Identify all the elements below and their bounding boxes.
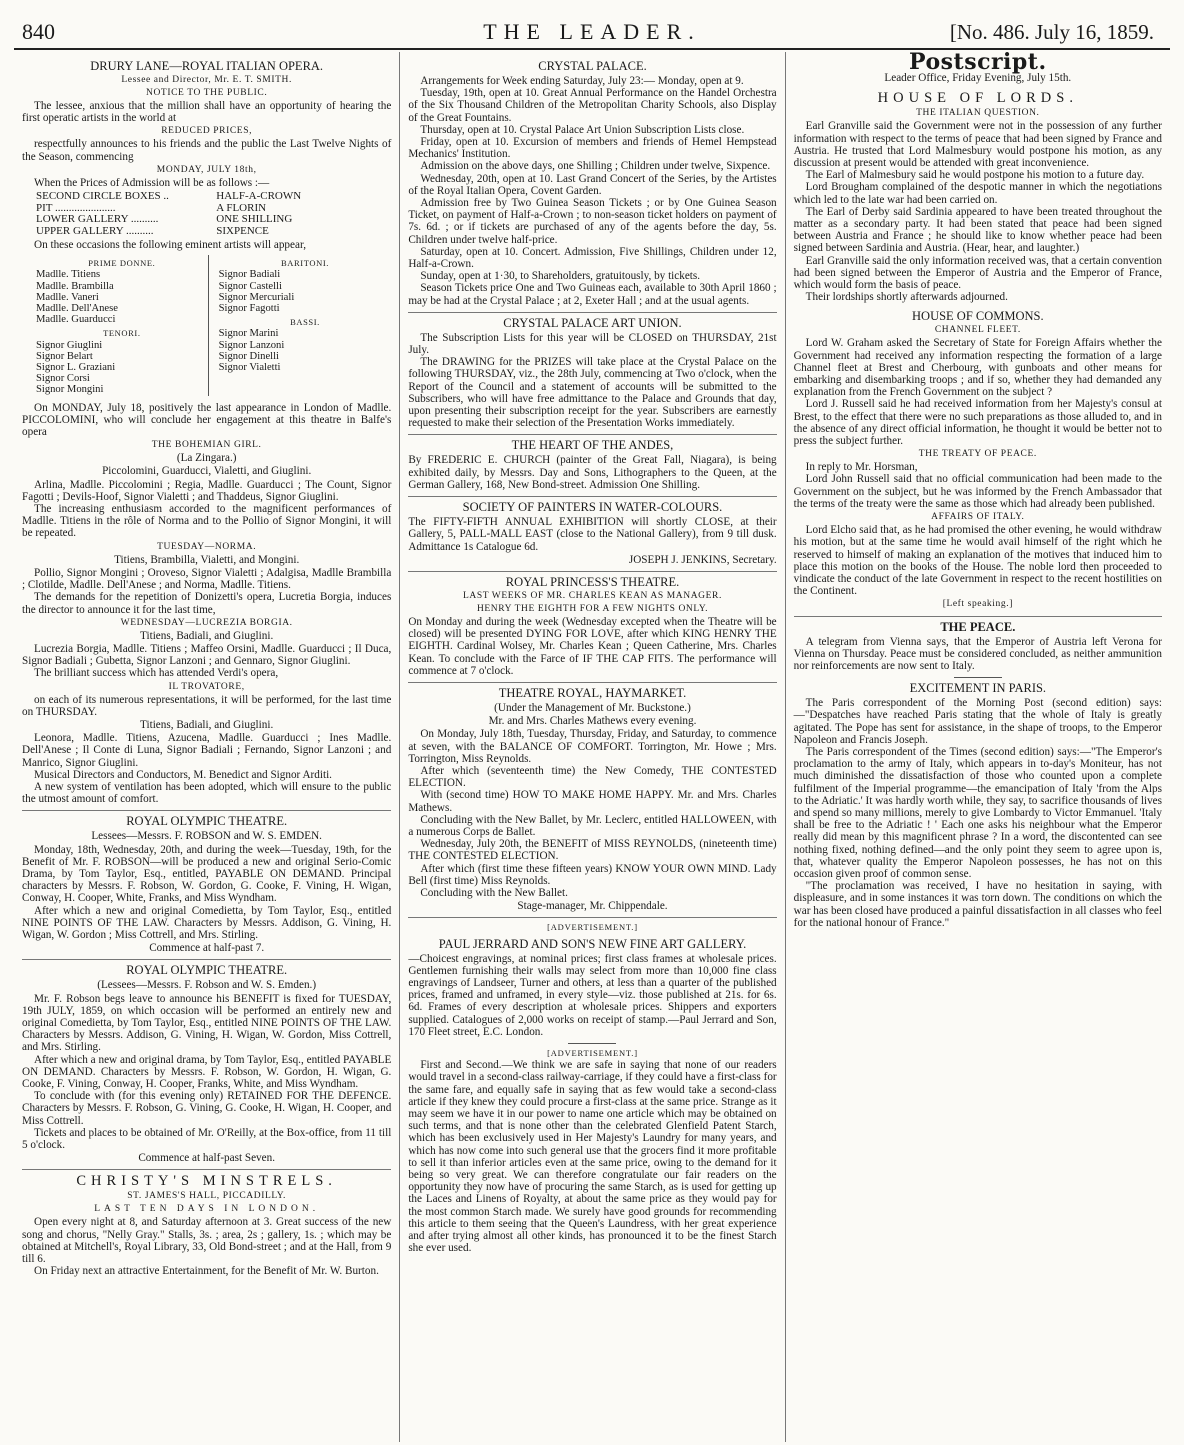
lords-p2: The Earl of Malmesbury said he would postpone his motion to a future day.: [805, 169, 1145, 182]
haymarket-title: THEATRE ROYAL, HAYMARKET.: [498, 685, 687, 700]
painters-title: SOCIETY OF PAINTERS IN WATER-COLOURS.: [462, 500, 723, 515]
olympic1-p2: After which a new and original Comedietta, by Tom Taylor, Esq., entitled NINE POINTS OF THE LAW. Characters by Messrs. Addison, G. Vining, H. Wigan, W. Gordon ; Miss Cottrell, and Mrs. Stirling.: [22, 904, 392, 941]
olympic1-commence: Commence at half-past 7.: [149, 942, 265, 955]
drury-p14: Musical Directors and Conductors, M. Benedict and Signor Arditi.: [34, 768, 332, 781]
zingara: (La Zingara.): [176, 452, 237, 465]
column-2: [399, 52, 784, 1442]
artunion-p2: The DRAWING for the PRIZES will take place at the Crystal Palace on the following THURSDAY, viz., the 28th July, commencing at Two o'clock, when the Report of the Council and a statement of accounts will be submitted to the Subscribers, who will have free admittance to the Palace and Grounds that day, upon presenting their subscription receipt for the year. Subscribers are earnestly requested to make their selection of the Presentation Works immediately.: [408, 356, 777, 430]
paris-title: EXCITEMENT IN PARIS.: [909, 681, 1047, 696]
price-row: [36, 226, 331, 238]
artunion-title: CRYSTAL PALACE ART UNION.: [503, 315, 682, 330]
princess-henry: HENRY THE EIGHTH FOR A FEW NIGHTS ONLY.: [476, 603, 709, 614]
commons-sub2: THE TREATY OF PEACE.: [918, 449, 1037, 460]
columns: [14, 52, 1170, 1442]
tenori-label: TENORI.: [103, 328, 141, 339]
cast-name: Signor Castelli: [218, 280, 282, 292]
divider: [794, 616, 1162, 617]
painters-sig: JOSEPH J. JENKINS, Secretary.: [628, 553, 777, 566]
trovatore: IL TROVATORE,: [168, 681, 245, 692]
haymarket-sub: (Under the Management of Mr. Buckstone.): [494, 701, 691, 714]
divider: [408, 496, 776, 497]
cast-name: Signor Giuglini: [36, 339, 103, 351]
drury-p3: When the Prices of Admission will be as follows :—: [34, 176, 270, 189]
crystal-p6: Wednesday, 20th, open at 10. Last Grand Concert of the Series, by the Artistes of the Royal Italian Opera, Covent Garden.: [408, 172, 777, 197]
haymarket-p5: Wednesday, July 20th, the BENEFIT of MISS REYNOLDS, (nineteenth time) THE CONTESTED ELECTION.: [408, 838, 777, 863]
christy-last: LAST TEN DAYS IN LONDON.: [94, 1204, 320, 1215]
haymarket-p6: After which (first time these fifteen years) KNOW YOUR OWN MIND. Lady Bell (first time) Miss Reynolds.: [408, 862, 777, 887]
divider: [22, 1169, 391, 1170]
drury-p7: The increasing enthusiasm accorded to the magnificent performances of Madlle. Titiens in the rôle of Norma and to the Pollio of Signor Mongini, it will be repeated.: [22, 503, 392, 540]
cast-line: Titiens, Badiali, and Giuglini.: [140, 718, 274, 731]
divider: [408, 312, 776, 313]
crystal-p3: Thursday, open at 10. Crystal Palace Art Union Subscription Lists close.: [420, 123, 745, 136]
price-row: [36, 214, 331, 226]
olympic2-title: ROYAL OLYMPIC THEATRE.: [126, 963, 288, 978]
price-place: PIT ......................: [36, 201, 116, 214]
princess-title: ROYAL PRINCESS'S THEATRE.: [505, 574, 680, 589]
christy-title: CHRISTY'S MINSTRELS.: [76, 1173, 337, 1190]
drury-p11: The brilliant success which has attended Verdi's opera,: [34, 667, 279, 680]
cast-name: Madlle. Guarducci: [36, 314, 116, 326]
price-place: UPPER GALLERY ..........: [36, 224, 154, 237]
cast-line: Titiens, Badiali, and Giuglini.: [140, 629, 274, 642]
lords-p6: Their lordships shortly afterwards adjourned.: [805, 291, 1008, 304]
drury-p1: The lessee, anxious that the million shall have an opportunity of hearing the first operatic artists in the world at: [22, 100, 392, 125]
advertisement-label: [ADVERTISEMENT.]: [547, 1048, 638, 1058]
drury-p8: Pollio, Signor Mongini ; Oroveso, Signor Vialetti ; Adalgisa, Madlle Brambilla ; Clotilde, Madlle. Dell'Anese ; and Norma, Madlle. Titiens.: [22, 566, 392, 592]
cast-name: Signor Belart: [36, 350, 93, 362]
postscript-heading: Postscript.: [909, 52, 1047, 75]
paris-p2: The Paris correspondent of the Times (second edition) says:—"The Emperor's proclamation to the army of Italy, which appears in to-day's Moniteur, has not much diminished the dissatisfaction of those who counted upon a complete fulfilment of the Imperial programme—the emancipation of Italy 'from the Alps to the Adriatic.' It was hardly worth while, they say, to sacrifice thousands of lives and spend so many millions, merely to give Lombardy to Victor Emmanuel. 'Italy shall be free to the Adriatic ! ' Each one asks his neighbour what the Emperor really did mean by this magnificent phrase ? In a word, the discontented can see nothing fixed, nothing defined—and the only point they seem to agree upon is, that, whatever quality the Emperor Napoleon possesses, he has not on this occasion given proof of common sense.: [793, 745, 1162, 880]
cast-name: Madlle. Vaneri: [36, 291, 99, 303]
cast-name: Signor Dinelli: [218, 350, 279, 362]
lords-title: HOUSE OF LORDS.: [877, 90, 1078, 107]
olympic2-p4: Tickets and places to be obtained of Mr. O'Reilly, at the Box-office, from 11 till 5 o'clock.: [22, 1126, 392, 1152]
commons-title: HOUSE OF COMMONS.: [912, 309, 1044, 324]
crystal-p2: Tuesday, 19th, open at 10. Great Annual Performance on the Handel Orchestra of the Six Thousand Children of the Metropolitan Charity Schools, also Display of the Great Fountains.: [408, 87, 777, 124]
commons-sub1: CHANNEL FLEET.: [934, 325, 1021, 336]
crystal-p8: Saturday, open at 10. Concert. Admission, Five Shillings, Children under 12, Half-a-Crown.: [408, 245, 777, 271]
cast-name: Signor Corsi: [36, 373, 90, 385]
commons-sub3: AFFAIRS OF ITALY.: [931, 512, 1025, 523]
divider: [568, 1043, 616, 1044]
starch-p1: First and Second.—We think we are safe in saying that none of our readers would travel in a second-class railway-carriage, if they could have a first-class for the same fare, and equally safe in saying that as few would take a second-class article if they knew they could procure a first-class at the same price. Strange as it may seem we have it in our power to name one article which may be obtained on such terms, and that is none other than the celebrated Glenfield Patent Starch, which has been exclusively used in Her Majesty's Laundry for many years, and which has now come into such general use that the grocers find it more profitable to sell it than inferior articles even at the same price, owing to the demand for it being so very great. We can therefore congratulate our fair readers on the opportunity they now have of procuring the same Starch, as is used for getting up the Laces and Linens of Royalty, at about the same price as they would pay for the most common Starch made. We surely have good grounds for recommending this article to them seeing that the Queen's Laundress, with her great experience and after trying almost all other kinds, has pronounced it to be the finest Starch she ever used.: [408, 1059, 777, 1255]
cast-name: Signor Lanzoni: [218, 339, 285, 351]
drury-p6: Arlina, Madlle. Piccolomini ; Regia, Madlle. Guarducci ; The Count, Signor Fagotti ; Devils-Hoof, Signor Vialetti ; and Thaddeus, Signor Giuglini.: [22, 478, 392, 503]
christy-hall: ST. JAMES'S HALL, PICCADILLY.: [127, 1191, 287, 1202]
haymarket-p2: After which (seventeenth time) the New Comedy, THE CONTESTED ELECTION.: [408, 764, 777, 790]
wednesday-lucrezia: WEDNESDAY—LUCREZIA BORGIA.: [120, 617, 293, 628]
lords-p1: Earl Granville said the Government were not in the possession of any further information with respect to the terms of peace that had been signed by France and Austria. He trusted that Lord Malmesbury would postpone his motion, as any discussion at present would be attended with great inconvenience.: [793, 120, 1162, 170]
drury-p15: A new system of ventilation has been adopted, which will ensure to the public the utmost amount of comfort.: [22, 780, 392, 806]
column-1: [14, 52, 399, 1442]
christy-p1: Open every night at 8, and Saturday afternoon at 3. Great success of the new song and chorus, "Nelly Gray." Stalls, 3s. ; area, 2s ; gallery, 1s. ; which may be obtained at Mitchell's, Royal Library, 33, Old Bond-street ; and at the Hall, from 9 till 6.: [22, 1216, 392, 1266]
advertisement-label: [ADVERTISEMENT.]: [547, 922, 638, 933]
cast-name: Madlle. Titiens: [36, 269, 101, 281]
page-number: 840: [22, 19, 55, 44]
drury-p10: Lucrezia Borgia, Madlle. Titiens ; Maffeo Orsini, Madlle. Guarducci ; Il Duca, Signor Badiali ; Gubetta, Signor Lanzoni ; and Gennaro, Signor Giuglini.: [22, 642, 392, 668]
cast-name: Signor Vialetti: [218, 362, 281, 374]
cast-name: Madlle. Brambilla: [36, 280, 114, 292]
drury-reduced: REDUCED PRICES,: [161, 126, 253, 137]
drury-monday: MONDAY, JULY 18th,: [156, 164, 257, 175]
masthead: [14, 20, 1170, 44]
olympic1-title: ROYAL OLYMPIC THEATRE.: [126, 814, 288, 829]
drury-p9: The demands for the repetition of Donizetti's opera, Lucretia Borgia, induces the director to announce it for the last time,: [22, 591, 392, 616]
drury-p2: respectfully announces to his friends and the public the Last Twelve Nights of the Season, commencing: [22, 138, 392, 163]
lords-p4: The Earl of Derby said Sardinia appeared to have been treated throughout the matter as a secondary party. It had been stated that peace had been signed between Austria and France ; he should like to know whether peace had been signed between Sardinia and Austria. (Hear, hear, and laughter.): [793, 205, 1162, 255]
lords-p5: Earl Granville said the only information received was, that a certain convention had been signed between the Emperor of Austria and the Emperor of France, which would form the basis of peace.: [793, 254, 1162, 292]
crystal-p7: Admission free by Two Guinea Season Tickets ; or by One Guinea Season Ticket, on payment of Half-a-Crown ; to non-season ticket holders on payment of 7s. 6d. ; or if tickets are purchased of any of the agents before the day, 5s. Children under twelve half-price.: [408, 197, 777, 246]
divider: [408, 434, 776, 435]
price-value: ONE SHILLING: [216, 213, 293, 226]
commons-p1: Lord W. Graham asked the Secretary of State for Foreign Affairs whether the Government had received any information respecting the formation of a large Channel fleet at Brest and Cherbourg, with gunboats and other means for embarking and disembarking troops ; and if so, whether they had demanded any explanation from the French Government on the subject ?: [793, 337, 1162, 399]
masthead-rule: [14, 48, 1170, 50]
christy-p2: On Friday next an attractive Entertainment, for the Benefit of Mr. W. Burton.: [34, 1265, 379, 1278]
lords-sub: THE ITALIAN QUESTION.: [916, 108, 1040, 119]
bohemian-title: THE BOHEMIAN GIRL.: [151, 440, 262, 451]
olympic2-commence: Commence at half-past Seven.: [138, 1152, 276, 1165]
divider: [22, 959, 391, 960]
issue-date: [No. 486. July 16, 1859.: [949, 20, 1154, 44]
haymarket-p0: Mr. and Mrs. Charles Mathews every evening.: [488, 715, 697, 728]
drury-notice: NOTICE TO THE PUBLIC.: [146, 88, 268, 98]
divider: [408, 682, 776, 683]
cast-name: Signor Marini: [218, 328, 279, 340]
column-3: [785, 52, 1170, 1442]
left-speaking: [Left speaking.]: [942, 599, 1013, 610]
newspaper-title: THE LEADER.: [483, 19, 701, 44]
cast-right: [219, 255, 392, 395]
crystal-p4: Friday, open at 10. Excursion of members and friends of Hemel Hempstead Mechanics' Institution.: [408, 136, 777, 161]
bassi-label: BASSI.: [290, 317, 320, 328]
price-row: [36, 191, 331, 203]
olympic1-p1: Monday, 18th, Wednesday, 20th, and during the week—Tuesday, 19th, for the Benefit of Mr. F. ROBSON—will be produced a new and original Serio-Comic Drama, by Tom Taylor, Esq., entitled, PAYABLE ON DEMAND. Principal characters by Messrs. F. Robson, W. Gordon, G. Cooke, F. Vining, H. Wigan, Conway, H. Cooper, White, Franks, and Miss Wyndham.: [22, 843, 392, 905]
princess-p1: On Monday and during the week (Wednesday excepted when the Theatre will be closed) will be presented DYING FOR LOVE, after which KING HENRY THE EIGHTH. Cardinal Wolsey, Mr. Charles Kean ; Queen Catherine, Mrs. Charles Kean. To conclude with the Farce of IF THE CAP FITS. The performance will commence at 7 o'clock.: [408, 615, 777, 677]
drury-title: DRURY LANE—ROYAL ITALIAN OPERA.: [90, 59, 324, 73]
cast-name: Signor Mercuriali: [218, 291, 295, 303]
divider: [408, 917, 776, 918]
commons-p3: In reply to Mr. Horsman,: [805, 461, 918, 474]
price-value: SIXPENCE: [216, 224, 269, 237]
crystal-p5: Admission on the above days, one Shilling ; Children under twelve, Sixpence.: [420, 160, 771, 173]
cast-left: [36, 255, 209, 395]
painters-p1: The FIFTY-FIFTH ANNUAL EXHIBITION will shortly CLOSE, at their Gallery, 5, PALL-MALL EAST (close to the National Gallery), from 9 till dusk. Admittance 1s Catalogue 6d.: [408, 516, 777, 553]
cast-name: Signor Mongini: [36, 384, 104, 396]
price-table: [36, 191, 331, 237]
olympic1-lessees: Lessees—Messrs. F. ROBSON and W. S. EMDEN.: [91, 830, 322, 843]
drury-p4: On these occasions the following eminent artists will appear,: [34, 239, 307, 252]
haymarket-p4: Concluding with the New Ballet, by Mr. Leclerc, entitled HALLOWEEN, with a numerous Corps de Ballet.: [408, 813, 777, 838]
olympic2-p1: Mr. F. Robson begs leave to announce his BENEFIT is fixed for TUESDAY, 19th JULY, 1859, on which occasion will be performed an entirely new and original Comedietta, by Tom Taylor, Esq., entitled NINE POINTS OF THE LAW. Characters by Messrs. Addison, G. Vining, H. Wigan, W. Gordon, Miss Cottrell, and Mrs. Stirling.: [22, 992, 392, 1054]
andes-p1: By FREDERIC E. CHURCH (painter of the Great Fall, Niagara), is being exhibited daily, by Messrs. Day and Sons, Lithographers to the Queen, at the German Gallery, 168, New Bond-street. Admission One Shilling.: [408, 454, 777, 491]
price-value: A FLORIN: [216, 201, 267, 214]
drury-lessee: Lessee and Director, Mr. E. T. SMITH.: [121, 75, 292, 85]
price-value: HALF-A-CROWN: [216, 190, 302, 203]
haymarket-sig: Stage-manager, Mr. Chippendale.: [517, 900, 668, 913]
crystal-title: CRYSTAL PALACE.: [538, 59, 647, 73]
divider: [954, 677, 1002, 678]
paris-p1: The Paris correspondent of the Morning Post (second edition) says:—"Despatches have reached Paris stating that the whole of Italy is greatly agitated. The Pope has sent for assistance, in the shape of troops, to the Emperor Napoleon and Francis Joseph.: [793, 697, 1162, 746]
tuesday-norma: TUESDAY—NORMA.: [157, 541, 257, 552]
jerrard-p1: —Choicest engravings, at nominal prices; first class frames at wholesale prices. Gentlemen furnishing their walls may select from more than 10,000 fine class engravings of Landseer, Turner and others, at less than a quarter of the published prices, framed and unframed, in every style—viz. those published at 21s. for 6s. 6d. Frames of every description at wholesale prices. Shippers and exporters supplied. Catalogues of 2,000 works on receipt of stamp.—Paul Jerrard and Son, 170 Fleet street, E.C. London.: [408, 952, 777, 1038]
price-place: LOWER GALLERY ..........: [36, 213, 159, 226]
jerrard-title: PAUL JERRARD AND SON'S NEW FINE ART GALLERY.: [438, 936, 747, 951]
peace-title: THE PEACE.: [940, 619, 1016, 634]
peace-p1: A telegram from Vienna says, that the Emperor of Austria left Verona for Vienna on Thursday. Peace must be considered concluded, as neither ammunition nor reinforcements are now sent to Italy.: [793, 635, 1162, 672]
crystal-p1: Arrangements for Week ending Saturday, July 23:— Monday, open at 9.: [420, 75, 744, 87]
baritoni-label: BARITONI.: [281, 258, 329, 269]
commons-p4: Lord John Russell said that no official communication had been made to the Government on the subject, but he was informed by the French Ambassador that the terms of the treaty were the same as those which had already been published.: [793, 473, 1162, 510]
crystal-p10: Season Tickets price One and Two Guineas each, available to 30th April 1860 ; may be had at the Crystal Palace ; at 2, Exeter Hall ; and at the usual agents.: [408, 282, 777, 307]
commons-p2: Lord J. Russell said he had received information from her Majesty's consul at Brest, to the effect that there were no such preparations as those alluded to, and in the absence of any direct official information, he thought it would be better not to press the subject further.: [793, 398, 1162, 448]
olympic2-p3: To conclude with (for this evening only) RETAINED FOR THE DEFENCE. Characters by Messrs. F. Robson, G. Vining, G. Cooke, H. Wigan, H. Cooper, and Miss Cottrell.: [22, 1090, 392, 1127]
commons-p5: Lord Elcho said that, as he had promised the other evening, he would withdraw his motion, but at the same time he would avail himself of the right which he reserved to himself of making an explanation of the motives that induced him to place this motion on the books of the House. The noble lord then proceeded to vindicate the conduct of the late Government in respect to the recent hostilities on the Continent.: [793, 524, 1162, 598]
cast-name: Signor L. Graziani: [36, 362, 116, 374]
cast-list: [36, 255, 391, 395]
cast-name: Signor Fagotti: [218, 303, 280, 315]
paris-p3: "The proclamation was received, I have no hesitation in saying, with displeasure, and in some instances it was torn down. The conditions on which the war has been closed have produced a painful dissatisfaction in all classes who feel for the national honour of France.": [793, 880, 1162, 929]
haymarket-p3: With (second time) HOW TO MAKE HOME HAPPY. Mr. and Mrs. Charles Mathews.: [408, 789, 777, 814]
haymarket-p1: On Monday, July 18th, Tuesday, Thursday, Friday, and Saturday, to commence at seven, with the BALANCE OF COMFORT. Torrington, Mr. Howe ; Mrs. Torrington, Miss Reynolds.: [408, 728, 777, 765]
andes-title: THE HEART OF THE ANDES,: [511, 438, 674, 453]
olympic2-lessees: (Lessees—Messrs. F. Robson and W. S. Emden.): [97, 979, 317, 992]
drury-p13: Leonora, Madlle. Titiens, Azucena, Madlle. Guarducci ; Ines Madlle. Dell'Anese ; Il Conte di Luna, Signor Badiali ; Fernando, Signor Lanzoni ; and Manrico, Signor Giuglini.: [22, 732, 392, 769]
artunion-p1: The Subscription Lists for this year will be CLOSED on THURSDAY, 21st July.: [408, 331, 777, 357]
haymarket-p7: Concluding with the New Ballet.: [420, 886, 568, 899]
cast-line: Piccolomini, Guarducci, Vialetti, and Giuglini.: [102, 465, 312, 478]
olympic2-p2: After which a new and original drama, by Tom Taylor, Esq., entitled PAYABLE ON DEMAND. Characters by Messrs. F. Robson, W. Gordon, H. Wigan, G. Cooke, F. Vining, Conway, H. Cooper, Franks, White, and Miss Wyndham.: [22, 1053, 392, 1090]
cast-name: Signor Badiali: [218, 269, 281, 281]
princess-sub: LAST WEEKS OF MR. CHARLES KEAN AS MANAGER.: [463, 590, 722, 601]
prime-donne-label: PRIME DONNE.: [88, 258, 156, 269]
drury-p12: on each of its numerous representations, it will be performed, for the last time on THURSDAY.: [22, 693, 392, 718]
cast-name: Madlle. Dell'Anese: [36, 303, 118, 315]
divider: [408, 571, 776, 572]
drury-p5: On MONDAY, July 18, positively the last appearance in London of Madlle. PICCOLOMINI, who will conclude her engagement at this theatre in Balfe's opera: [22, 401, 392, 439]
lords-p3: Lord Brougham complained of the despotic manner in which the negotiations which led to the late war had been carried on.: [793, 181, 1162, 206]
crystal-p9: Sunday, open at 1·30, to Shareholders, gratuitously, by tickets.: [420, 270, 701, 283]
cast-line: Titiens, Brambilla, Vialetti, and Mongini.: [114, 553, 300, 566]
divider: [22, 810, 391, 811]
price-place: SECOND CIRCLE BOXES ..: [36, 190, 169, 203]
dateline: Leader Office, Friday Evening, July 15th.: [884, 72, 1072, 85]
